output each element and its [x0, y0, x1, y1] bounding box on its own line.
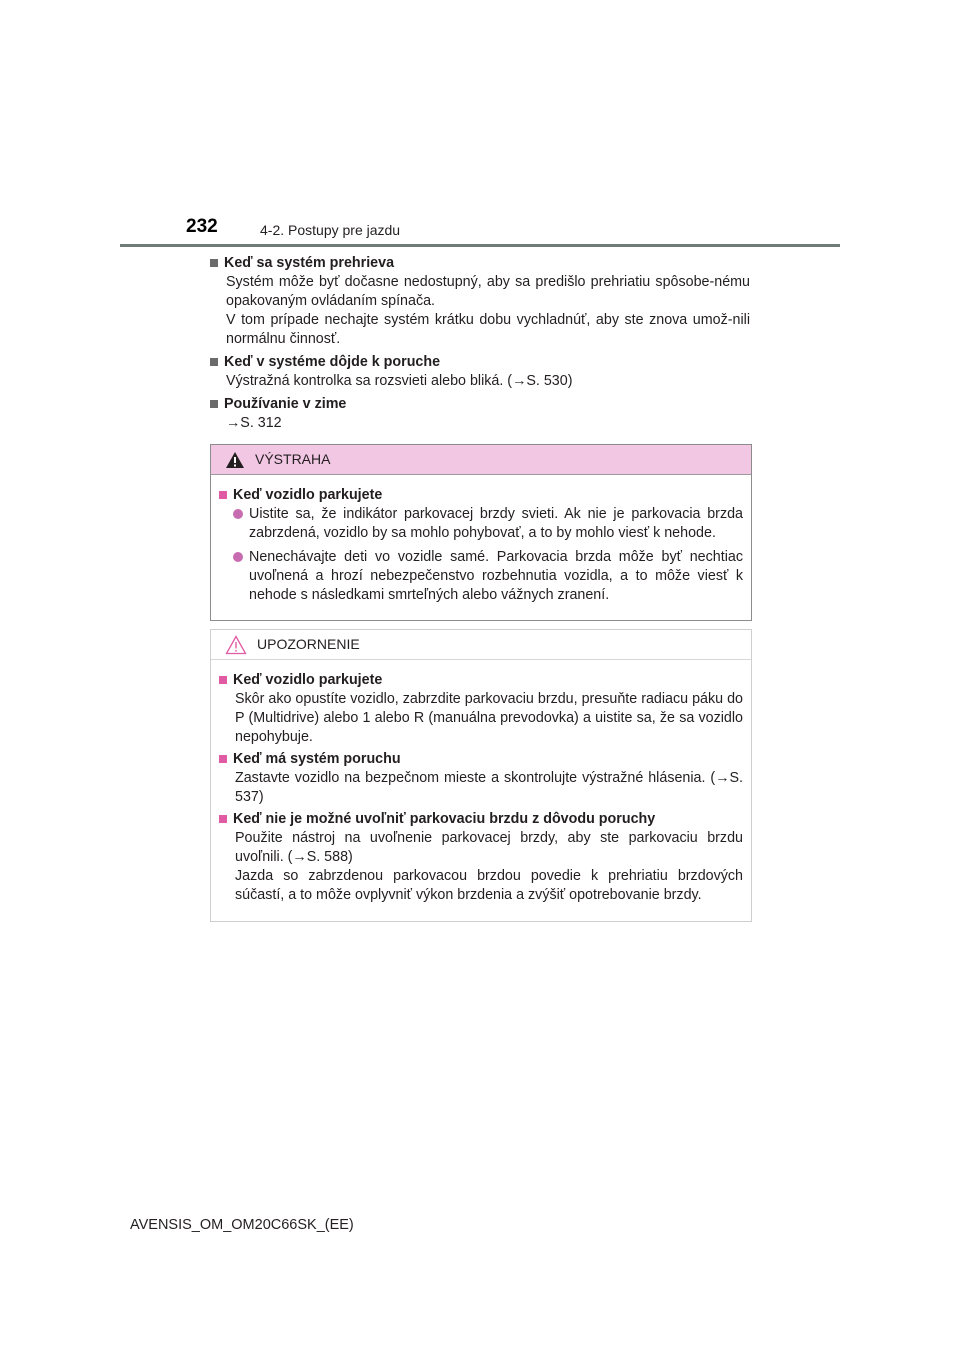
warning-header	[211, 445, 751, 475]
caution-item-title: Keď má systém poruchu	[233, 751, 401, 767]
square-bullet-icon	[219, 491, 227, 499]
caution-item-title: Keď vozidlo parkujete	[233, 672, 383, 688]
item-title: Keď sa systém prehrieva	[224, 255, 395, 271]
item-text: Výstražná kontrolka sa rozsvieti alebo bliká. (→S. 530)	[226, 373, 573, 389]
caution-item-text: Jazda so zabrzdenou parkovacou brzdou povedie k prehriatiu brzdových súčastí, a to môže ovplyvniť výkon brzdenia a zvýšiť opotrebovanie brzdy.	[235, 868, 743, 903]
caution-item-text: Skôr ako opustíte vozidlo, zabrzdite parkovaciu brzdu, presuňte radiacu páku do P (Multidrive) alebo 1 alebo R (manuálna prevodovka) a uistite sa, že sa vozidlo nepohybuje.	[235, 691, 743, 745]
warning-bullet	[219, 548, 743, 605]
item-text: Systém môže byť dočasne nedostupný, aby sa predišlo prehriatiu spôsobe-nému opakovaným ovládaním spínača.	[226, 274, 750, 309]
warning-bullet-text: Uistite sa, že indikátor parkovacej brzdy svieti. Ak nie je parkovacia brzda zabrzdená, vozidlo by sa mohlo pohybovať, a to by mohlo viesť k nehode.	[249, 506, 743, 541]
square-bullet-icon	[219, 755, 227, 763]
caution-box	[210, 629, 752, 922]
square-bullet-icon	[210, 259, 218, 267]
section-title: 4-2. Postupy pre jazdu	[260, 222, 401, 238]
caution-header	[211, 630, 751, 660]
caution-item-text: Použite nástroj na uvoľnenie parkovacej brzdy, aby ste parkovaciu brzdu uvoľnili. (→S. 588)	[235, 830, 743, 865]
warning-bullet-text: Nenechávajte deti vo vozidle samé. Parkovacia brzda môže byť nechtiac uvoľnená a hrozí nebezpečenstvo rozbehnutia vozidla, a to môže viesť k nehode s následkami smrteľných alebo vážnych zranení.	[249, 549, 743, 603]
warning-heading	[219, 486, 743, 505]
square-bullet-icon	[210, 358, 218, 366]
caution-item	[219, 671, 743, 747]
circle-bullet-icon	[233, 509, 243, 519]
circle-bullet-icon	[233, 552, 243, 562]
warning-heading-text: Keď vozidlo parkujete	[233, 487, 383, 503]
warning-triangle-icon	[225, 451, 245, 469]
warning-box	[210, 444, 752, 621]
info-item	[210, 353, 750, 391]
info-item	[210, 254, 750, 349]
item-text: →S. 312	[226, 415, 282, 431]
main-content	[210, 254, 750, 437]
square-bullet-icon	[210, 400, 218, 408]
item-title: Keď v systéme dôjde k poruche	[224, 354, 441, 370]
square-bullet-icon	[219, 676, 227, 684]
caution-item-title: Keď nie je možné uvoľniť parkovaciu brzdu z dôvodu poruchy	[233, 811, 656, 827]
caution-item	[219, 810, 743, 905]
item-title: Používanie v zime	[224, 396, 347, 412]
item-text: V tom prípade nechajte systém krátku dobu vychladnúť, aby ste znova umož-nili normálnu činnosť.	[226, 312, 750, 347]
header-rule	[120, 244, 840, 247]
caution-item	[219, 750, 743, 807]
caution-label: UPOZORNENIE	[257, 636, 360, 652]
page-number: 232	[186, 216, 218, 237]
info-item	[210, 395, 750, 433]
square-bullet-icon	[219, 815, 227, 823]
warning-label: VÝSTRAHA	[255, 451, 331, 467]
document-footer: AVENSIS_OM_OM20C66SK_(EE)	[130, 1217, 354, 1233]
caution-triangle-icon	[225, 635, 247, 655]
warning-bullet	[219, 505, 743, 543]
caution-item-text: Zastavte vozidlo na bezpečnom mieste a skontrolujte výstražné hlásenia. (→S. 537)	[235, 770, 743, 805]
